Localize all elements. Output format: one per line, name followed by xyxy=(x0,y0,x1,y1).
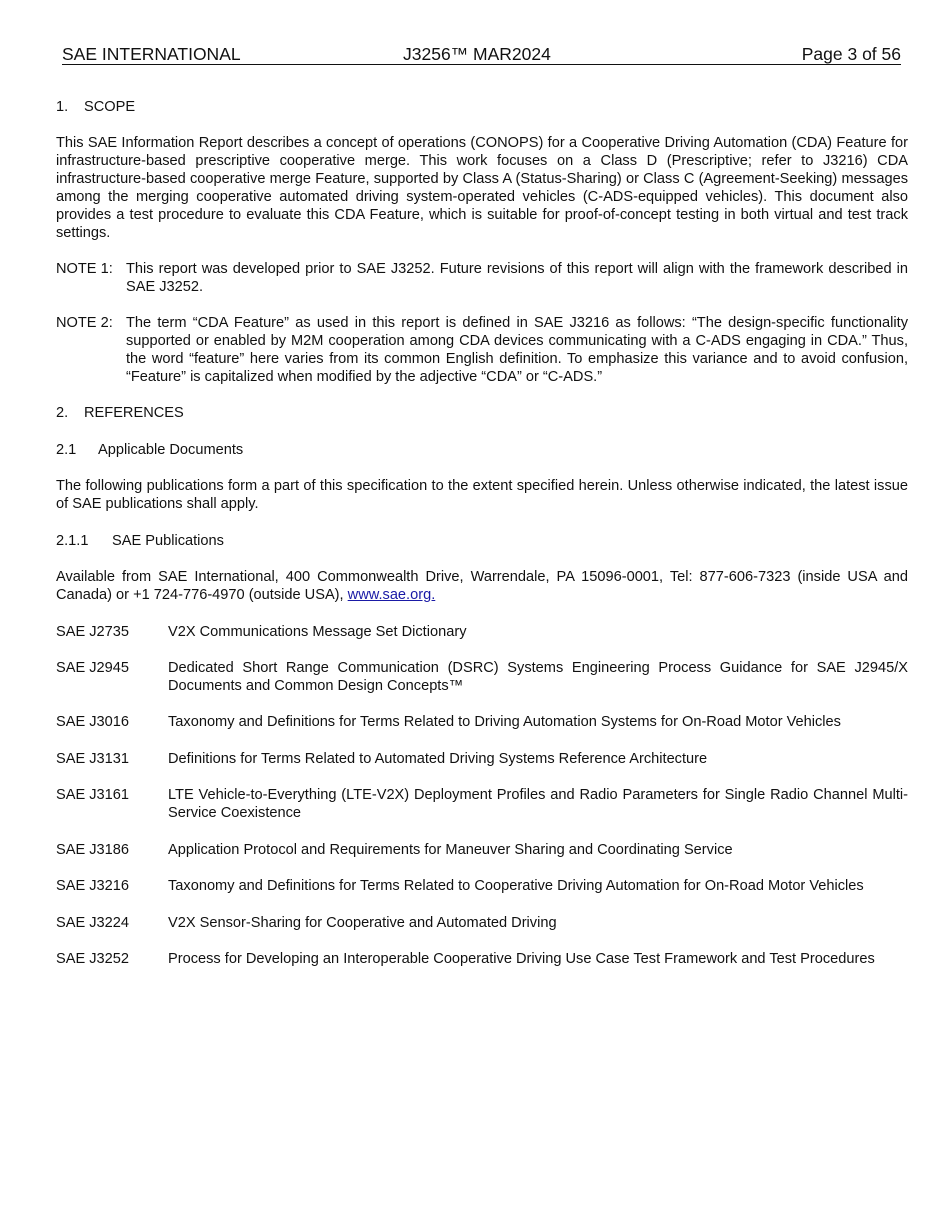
section-title: Applicable Documents xyxy=(98,442,244,458)
section-number: 2.1.1 xyxy=(56,533,89,549)
section-title: SCOPE xyxy=(84,99,136,115)
reference-code: SAE J3131 xyxy=(56,751,130,767)
section-number: 2.1 xyxy=(56,442,77,458)
reference-item xyxy=(56,623,908,641)
reference-item xyxy=(56,950,908,968)
note-label: NOTE 2: xyxy=(56,315,113,331)
reference-code: SAE J3161 xyxy=(56,787,130,803)
sae-website-link[interactable]: www.sae.org. xyxy=(347,587,436,603)
reference-item xyxy=(56,659,908,695)
reference-title: Application Protocol and Requirements for Maneuver Sharing and Coordinating Service xyxy=(168,842,733,858)
reference-item xyxy=(56,841,908,859)
note-label: NOTE 1: xyxy=(56,261,113,277)
section-1-heading xyxy=(56,98,135,116)
reference-title: Definitions for Terms Related to Automated Driving Systems Reference Architecture xyxy=(168,751,708,767)
availability-text: Available from SAE International, 400 Commonwealth Drive, Warrendale, PA 15096-0001, Tel: 877-606-7323 (inside USA and Canada) or +1 724-776-4970 (outside USA), xyxy=(56,569,908,603)
applicable-documents-paragraph: The following publications form a part of this specification to the extent specified herein. Unless otherwise indicated, the latest issue of SAE publications shall apply. xyxy=(56,478,908,512)
reference-title: Process for Developing an Interoperable Cooperative Driving Use Case Test Framework and Test Procedures xyxy=(168,951,875,967)
reference-title: LTE Vehicle-to-Everything (LTE-V2X) Deployment Profiles and Radio Parameters for Single Radio Channel Multi-Service Coexistence xyxy=(168,787,908,821)
section-number: 1. xyxy=(56,99,69,115)
reference-code: SAE J2735 xyxy=(56,624,130,640)
reference-item xyxy=(56,877,908,895)
note-text: The term “CDA Feature” as used in this report is defined in SAE J3216 as follows: “The design-specific functionality supported or enabled by M2M cooperation among CDA devices communicating with a C-ADS engaging in CDA.” Thus, the word “feature” here varies from its common English definition. To emphasize this variance and to avoid confusion, “Feature” is capitalized when modified by the adjective “CDA” or “C-ADS.” xyxy=(126,315,908,385)
reference-title: Taxonomy and Definitions for Terms Related to Driving Automation Systems for On-Road Motor Vehicles xyxy=(168,714,841,730)
reference-code: SAE J3252 xyxy=(56,951,130,967)
reference-code: SAE J3016 xyxy=(56,714,130,730)
reference-title: Taxonomy and Definitions for Terms Related to Cooperative Driving Automation for On-Road Motor Vehicles xyxy=(168,878,864,894)
reference-title: V2X Communications Message Set Dictionary xyxy=(168,624,467,640)
reference-code: SAE J2945 xyxy=(56,660,130,676)
header-organization: SAE INTERNATIONAL xyxy=(62,44,241,64)
reference-item xyxy=(56,914,908,932)
reference-item xyxy=(56,786,908,822)
section-2-1-1-heading xyxy=(56,532,224,550)
reference-item xyxy=(56,713,908,731)
section-title: SAE Publications xyxy=(112,533,224,549)
note-1 xyxy=(56,260,908,296)
reference-code: SAE J3224 xyxy=(56,915,130,931)
reference-item xyxy=(56,750,908,768)
reference-title: V2X Sensor-Sharing for Cooperative and Automated Driving xyxy=(168,915,557,931)
availability-paragraph xyxy=(56,568,908,604)
header-page-number: Page 3 of 56 xyxy=(801,44,901,64)
section-title: REFERENCES xyxy=(84,405,184,421)
section-2-heading xyxy=(56,404,184,422)
note-text: This report was developed prior to SAE J3252. Future revisions of this report will align with the framework described in SAE J3252. xyxy=(126,261,908,295)
header-document-id: J3256™ MAR2024 xyxy=(403,44,551,64)
note-2 xyxy=(56,314,908,386)
reference-code: SAE J3216 xyxy=(56,878,130,894)
section-2-1-heading xyxy=(56,441,243,459)
section-number: 2. xyxy=(56,405,69,421)
scope-paragraph: This SAE Information Report describes a concept of operations (CONOPS) for a Cooperative Driving Automation (CDA) Feature for infrastructure-based prescriptive cooperative merge. This work focuses on a Class D (Prescriptive; refer to J3216) CDA infrastructure-based cooperative merge Feature, supported by Class A (Status-Sharing) or Class C (Agreement-Seeking) messages among the merging cooperative automated driving system-operated vehicles (C-ADS-equipped vehicles). This document also provides a test procedure to evaluate this CDA Feature, which is suitable for proof-of-concept testing in both virtual and test track settings. xyxy=(56,135,908,241)
reference-code: SAE J3186 xyxy=(56,842,130,858)
reference-title: Dedicated Short Range Communication (DSRC) Systems Engineering Process Guidance for SAE J2945/X Documents and Common Design Concepts™ xyxy=(168,660,908,694)
page-header xyxy=(62,44,901,65)
